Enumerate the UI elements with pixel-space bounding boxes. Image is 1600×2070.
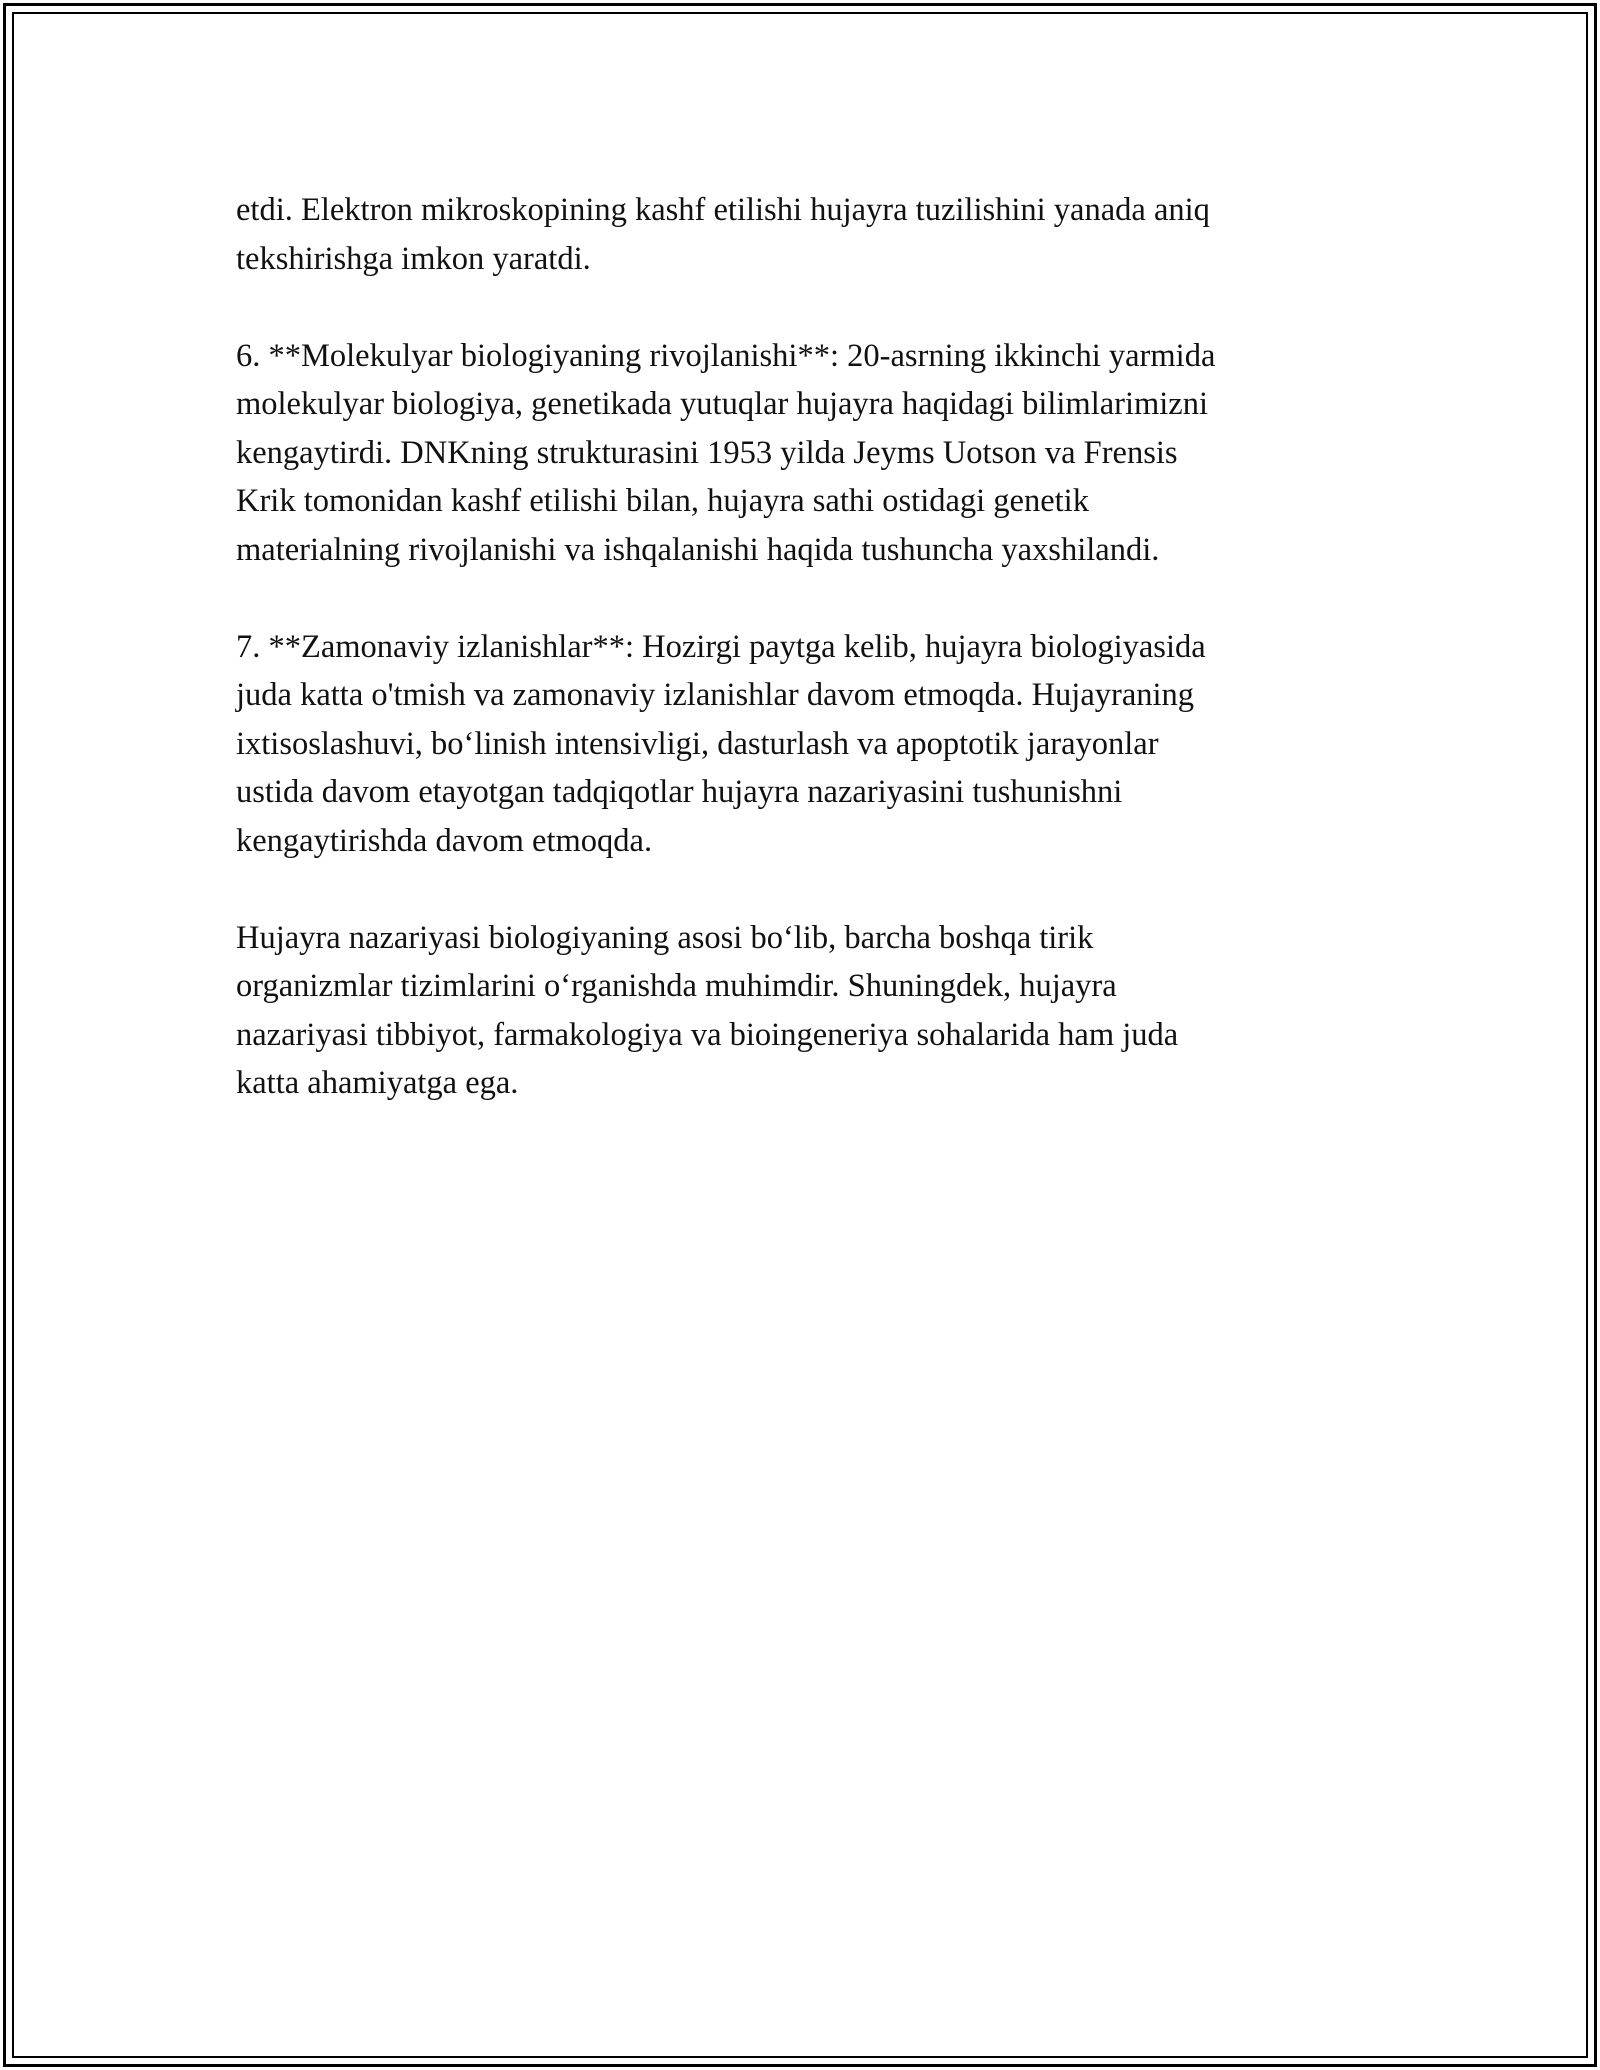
text-line: Krik tomonidan kashf etilishi bilan, hujayra sathi ostidagi genetik bbox=[236, 483, 1089, 519]
text-line: katta ahamiyatga ega. bbox=[236, 1065, 519, 1101]
text-line: nazariyasi tibbiyot, farmakologiya va bioingeneriya sohalarida ham juda bbox=[236, 1016, 1179, 1053]
text-line: kengaytirishda davom etmoqda. bbox=[236, 822, 653, 859]
text-line: materialning rivojlanishi va ishqalanishi haqida tushuncha yaxshilandi. bbox=[236, 531, 1160, 568]
paragraph-item-7 bbox=[236, 623, 1366, 866]
text-line: kengaytirdi. DNKning strukturasini 1953 yilda Jeyms Uotson va Frensis bbox=[236, 434, 1178, 471]
text-line: Hujayra nazariyasi biologiyaning asosi bo‘lib, barcha boshqa tirik bbox=[236, 919, 1094, 956]
text-line: tekshirishga imkon yaratdi. bbox=[236, 240, 591, 277]
text-line: molekulyar biologiya, genetikada yutuqlar hujayra haqidagi bilimlarimizni bbox=[236, 386, 1209, 422]
text-line: 7. **Zamonaviy izlanishlar**: Hozirgi paytga kelib, hujayra biologiyasida bbox=[236, 628, 1206, 665]
text-line: ustida davom etayotgan tadqiqotlar hujayra nazariyasini tushunishni bbox=[236, 774, 1123, 810]
paragraph-continuation bbox=[236, 186, 1366, 283]
paragraph-item-6 bbox=[236, 332, 1366, 575]
text-line: organizmlar tizimlarini o‘rganishda muhimdir. Shuningdek, hujayra bbox=[236, 968, 1117, 1004]
text-line: ixtisoslashuvi, bo‘linish intensivligi, dasturlash va apoptotik jarayonlar bbox=[236, 725, 1159, 762]
paragraph-conclusion bbox=[236, 914, 1366, 1108]
text-line: etdi. Elektron mikroskopining kashf etilishi hujayra tuzilishini yanada aniq bbox=[236, 192, 1210, 228]
text-line: juda katta o'tmish va zamonaviy izlanishlar davom etmoqda. Hujayraning bbox=[236, 677, 1195, 713]
document-body bbox=[236, 186, 1366, 1156]
text-line: 6. **Molekulyar biologiyaning rivojlanishi**: 20-asrning ikkinchi yarmida bbox=[236, 337, 1216, 374]
